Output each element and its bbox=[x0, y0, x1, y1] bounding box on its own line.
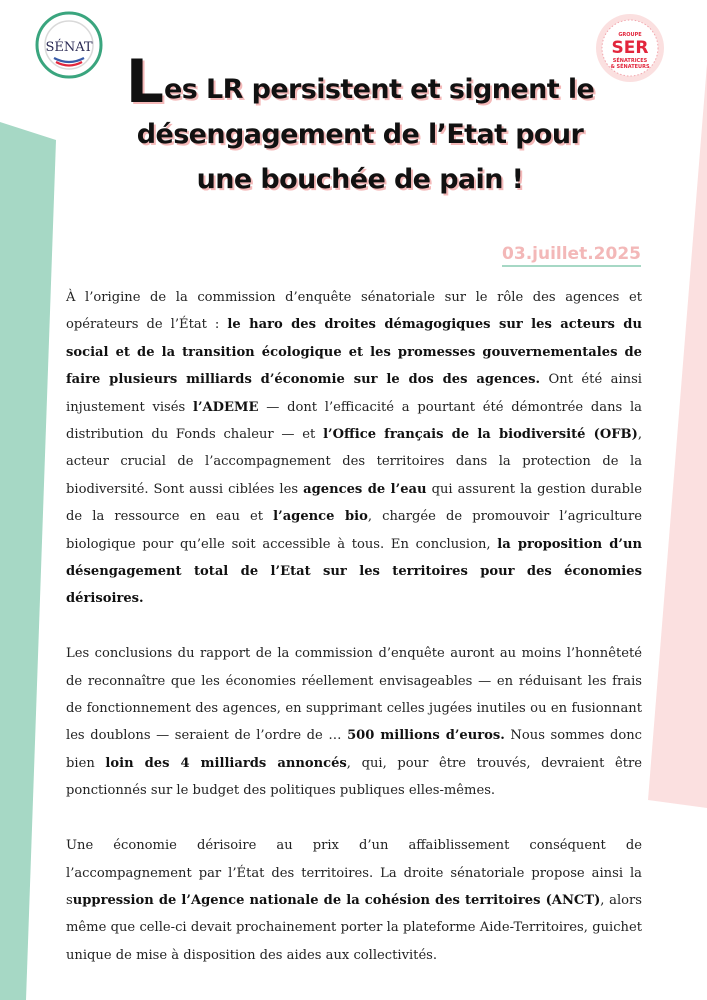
ser-logo-small-top: GROUPE bbox=[618, 32, 642, 38]
paragraph-2 bbox=[66, 640, 642, 804]
bold-text-segment: la proposition d’un désengagement total de l’Etat sur les territoires pour des économies dérisoires. bbox=[66, 536, 642, 607]
text-segment: , acteur crucial de l’accompagnement des territoires dans la protection de la biodiversité. Sont aussi ciblées les bbox=[66, 427, 642, 497]
title-line-3: une bouchée de pain ! bbox=[196, 164, 524, 195]
ser-logo-main: SER bbox=[611, 38, 649, 58]
text-segment: , chargée de promouvoir l’agriculture biologique pour qu’elle soit accessible à tous. En conclusion, bbox=[66, 509, 642, 552]
title-line-1 bbox=[80, 47, 640, 117]
title-line-1-text: es LR persistent et signent le bbox=[164, 74, 595, 105]
paragraph-1 bbox=[66, 284, 642, 613]
page-title bbox=[80, 47, 640, 202]
title-initial-letter: L bbox=[125, 47, 165, 117]
bold-text-segment: le haro des droites démagogiques sur les acteurs du social et de la transition écologique et les promesses gouvernementales de faire plusieurs milliards d’économie sur le dos des agences. bbox=[66, 317, 642, 388]
text-segment: À l’origine de la commission d’enquête sénatoriale sur le rôle des agences et opérateurs de l’État : bbox=[66, 290, 642, 333]
text-segment: Ont été ainsi injustement visés bbox=[66, 372, 642, 415]
paragraph-3 bbox=[66, 832, 642, 969]
text-segment: , qui, pour être trouvés, devraient être ponctionnés sur le budget des politiques publiques elles-mêmes. bbox=[66, 755, 642, 799]
bold-text-segment: l’Office français de la biodiversité (OFB) bbox=[323, 427, 638, 443]
bold-text-segment: l’agence bio bbox=[273, 509, 368, 525]
ser-logo-bottom-line1: SÉNATRICES bbox=[612, 58, 648, 64]
ser-logo-bottom-line2: & SÉNATEURS bbox=[610, 64, 650, 70]
title-line-2: désengagement de l’Etat pour bbox=[136, 119, 584, 150]
text-segment: qui assurent la gestion durable de la ressource en eau et bbox=[66, 481, 642, 525]
article-body bbox=[66, 284, 642, 997]
bold-text-segment: l’ADEME bbox=[192, 399, 259, 415]
bold-text-segment: agences de l’eau bbox=[303, 481, 427, 497]
bold-text-segment: loin des 4 milliards annoncés bbox=[105, 755, 347, 771]
text-segment: Nous sommes donc bien bbox=[66, 728, 642, 771]
text-segment: — dont l’efficacité a pourtant été démontrée dans la distribution du Fonds chaleur — et bbox=[66, 399, 642, 443]
text-segment: Une économie dérisoire au prix d’un affaiblissement conséquent de l’accompagnement par l’État des territoires. La droite sénatoriale propose ainsi la s bbox=[66, 838, 642, 908]
bold-text-segment: uppression de l’Agence nationale de la cohésion des territoires (ANCT) bbox=[72, 892, 601, 908]
bold-text-segment: 500 millions d’euros. bbox=[347, 728, 505, 744]
text-segment: Les conclusions du rapport de la commission d’enquête auront au moins l’honnêteté de reconnaître que les économies réellement envisageables — en réduisant les frais de fonctionnement des agences, en supprimant celles jugées inutiles ou en fusionnant les doublons — seraient de l’ordre de … bbox=[66, 646, 642, 744]
text-segment: , alors même que celle-ci devait prochainement porter la plateforme Aide-Territoires, guichet unique de mise à disposition des aides aux collectivités. bbox=[66, 892, 642, 963]
senat-logo-label: SÉNAT bbox=[45, 40, 93, 55]
publication-date: 03.juillet.2025 bbox=[502, 244, 641, 267]
